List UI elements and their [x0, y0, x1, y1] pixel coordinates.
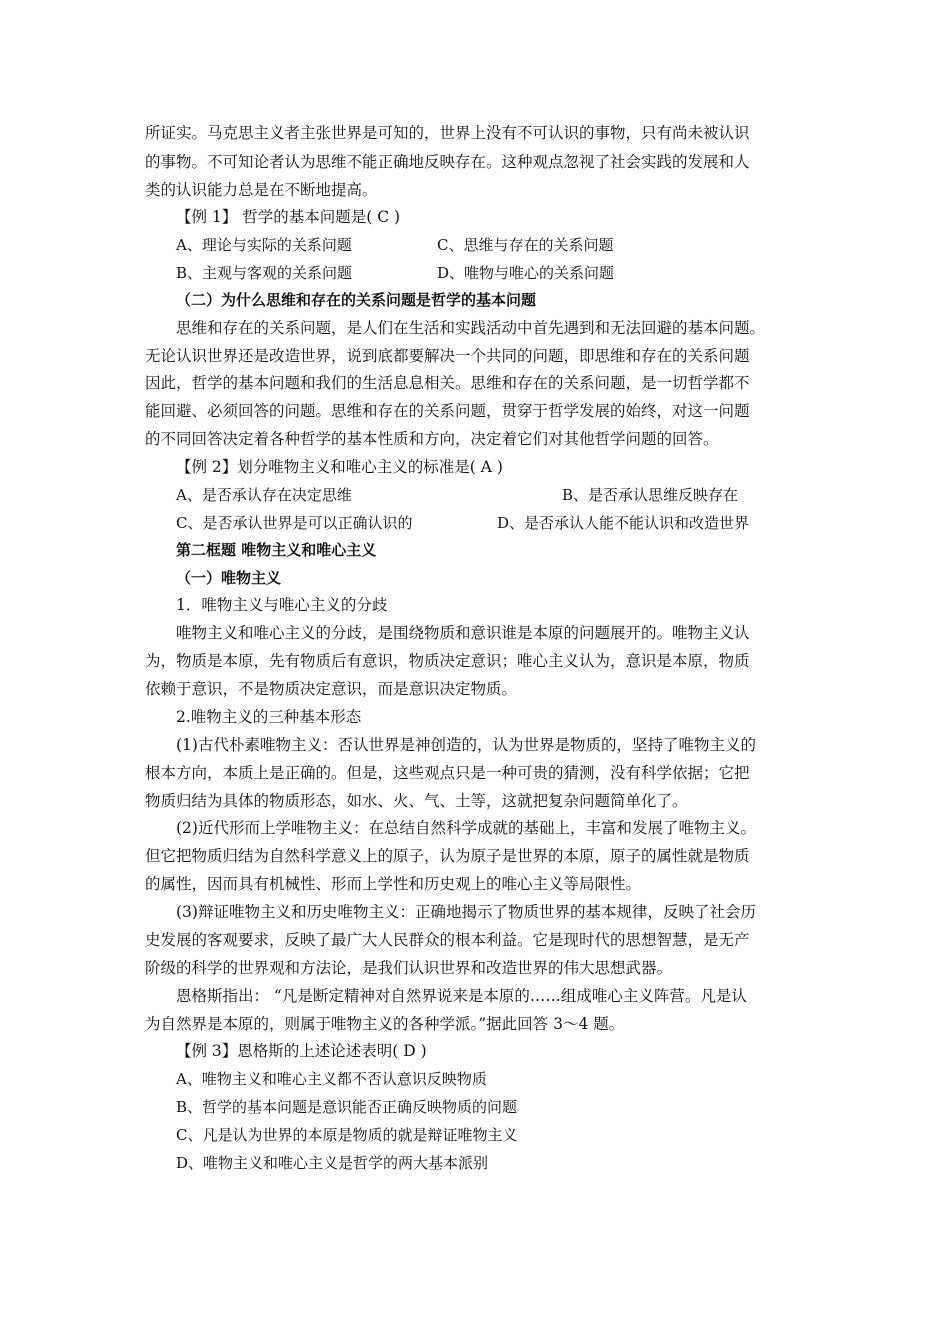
paragraph-line: 因此，哲学的基本问题和我们的生活息息相关。思维和存在的关系问题，是一切哲学都不 — [145, 374, 750, 392]
paragraph-line: (1)古代朴素唯物主义：否认世界是神创造的，认为世界是物质的，坚持了唯物主义的 — [176, 736, 756, 754]
paragraph-line: 根本方向，本质上是正确的。但是，这些观点只是一种可贵的猜测，没有科学依据；它把 — [145, 764, 750, 782]
item-title: 1．唯物主义与唯心主义的分歧 — [176, 596, 388, 614]
paragraph-line: 的不同回答决定着各种哲学的基本性质和方向，决定着它们对其他哲学问题的回答。 — [145, 430, 719, 448]
paragraph-line: 依赖于意识，不是物质决定意识，而是意识决定物质。 — [145, 680, 518, 698]
paragraph-line: (3)辩证唯物主义和历史唯物主义：正确地揭示了物质世界的基本规律，反映了社会历 — [176, 903, 756, 921]
example-2-option-b: B、是否承认思维反映存在 — [562, 486, 739, 504]
paragraph-line: 无论认识世界还是改造世界，说到底都要解决一个共同的问题，即思维和存在的关系问题 — [145, 347, 750, 365]
example-1-option-c: C、思维与存在的关系问题 — [437, 236, 614, 254]
paragraph-line: 思维和存在的关系问题，是人们在生活和实践活动中首先遇到和无法回避的基本问题。 — [176, 319, 766, 337]
paragraph-line: 阶级的科学的世界观和方法论，是我们认识世界和改造世界的伟大思想武器。 — [145, 959, 673, 977]
subsection-heading: （一）唯物主义 — [176, 569, 282, 587]
example-3-option-d: D、唯物主义和唯心主义是哲学的两大基本派别 — [176, 1154, 489, 1172]
quote-line: 为自然界是本原的，则属于唯物主义的各种学派。”据此回答 3～4 题。 — [145, 1015, 625, 1033]
example-1-option-b: B、主观与客观的关系问题 — [176, 264, 353, 282]
paragraph-line: (2)近代形而上学唯物主义：在总结自然科学成就的基础上，丰富和发展了唯物主义。 — [176, 819, 756, 837]
example-3-option-a: A、唯物主义和唯心主义都不否认意识反映物质 — [176, 1070, 487, 1088]
paragraph-line: 的属性，因而具有机械性、形而上学性和历史观上的唯心主义等局限性。 — [145, 875, 642, 893]
paragraph-line: 史发展的客观要求，反映了最广大人民群众的根本利益。它是现时代的思想智慧，是无产 — [145, 931, 750, 949]
paragraph-line: 物质归结为具体的物质形态，如水、火、气、土等，这就把复杂问题简单化了。 — [145, 792, 688, 810]
example-1-question: 【例 1】 哲学的基本问题是( C ) — [176, 208, 401, 226]
paragraph-line: 为，物质是本原，先有物质后有意识，物质决定意识；唯心主义认为，意识是本原，物质 — [145, 652, 750, 670]
frame-heading: 第二框题 唯物主义和唯心主义 — [176, 541, 377, 559]
example-3-option-c: C、凡是认为世界的本原是物质的就是辩证唯物主义 — [176, 1126, 518, 1144]
example-2-question: 【例 2】划分唯物主义和唯心主义的标准是( A ) — [176, 458, 503, 476]
example-2-option-a: A、是否承认存在决定思维 — [176, 486, 352, 504]
paragraph-line: 所证实。马克思主义者主张世界是可知的，世界上没有不可认识的事物，只有尚未被认识 — [145, 124, 750, 142]
example-1-option-d: D、唯物与唯心的关系问题 — [437, 264, 615, 282]
example-3-option-b: B、哲学的基本问题是意识能否正确反映物质的问题 — [176, 1098, 518, 1116]
section-heading: （二）为什么思维和存在的关系问题是哲学的基本问题 — [176, 291, 537, 309]
paragraph-line: 能回避、必须回答的问题。思维和存在的关系问题，贯穿于哲学发展的始终，对这一问题 — [145, 402, 750, 420]
paragraph-line: 的事物。不可知论者认为思维不能正确地反映存在。这种观点忽视了社会实践的发展和人 — [145, 153, 750, 171]
item-title: 2.唯物主义的三种基本形态 — [176, 708, 362, 726]
example-1-option-a: A、理论与实际的关系问题 — [176, 236, 352, 254]
paragraph-line: 但它把物质归结为自然科学意义上的原子，认为原子是世界的本原，原子的属性就是物质 — [145, 847, 750, 865]
example-2-option-c: C、是否承认世界是可以正确认识的 — [176, 514, 413, 532]
paragraph-line: 类的认识能力总是在不断地提高。 — [145, 181, 378, 199]
example-2-option-d: D、是否承认人能不能认识和改造世界 — [497, 514, 750, 532]
paragraph-line: 唯物主义和唯心主义的分歧，是围绕物质和意识谁是本原的问题展开的。唯物主义认 — [176, 624, 750, 642]
quote-line: 恩格斯指出： “凡是断定精神对自然界说来是本原的……组成唯心主义阵营。凡是认 — [176, 987, 747, 1005]
example-3-question: 【例 3】恩格斯的上述论述表明( D ) — [176, 1042, 427, 1060]
